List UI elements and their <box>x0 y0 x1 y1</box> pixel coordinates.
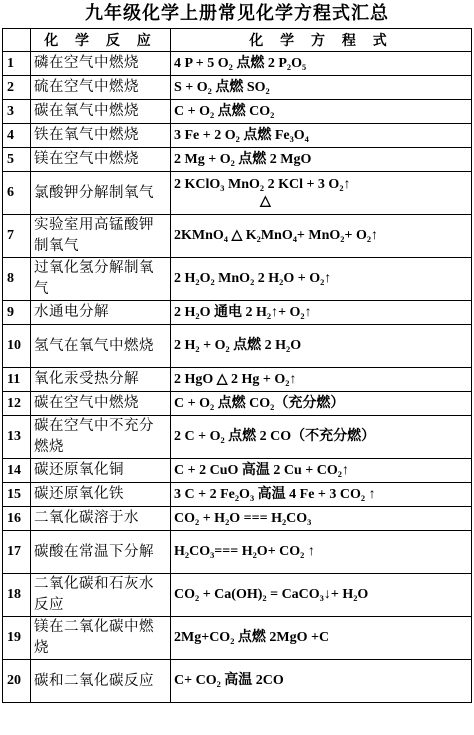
table-row <box>3 660 472 703</box>
equation-text: S + O₂ 点燃 SO₂ <box>174 79 270 95</box>
row-number: 16 <box>3 507 31 531</box>
reaction-name: 碳酸在常温下分解 <box>31 531 171 574</box>
chemical-equation <box>171 148 472 172</box>
header-equation: 化 学 方 程 式 <box>171 29 472 52</box>
chemical-equation <box>171 368 472 392</box>
reaction-name: 氯酸钾分解制氧气 <box>31 172 171 215</box>
chemical-equation <box>171 416 472 459</box>
equation-text: 3 Fe + 2 O₂ 点燃 Fe₃O₄ <box>174 127 309 143</box>
equation-text: C + O₂ 点燃 CO₂（充分燃） <box>174 395 345 411</box>
row-number: 19 <box>3 617 31 660</box>
table-row <box>3 483 472 507</box>
equation-text: H₂CO₃=== H₂O+ CO₂ ↑ <box>174 544 315 559</box>
row-number: 6 <box>3 172 31 215</box>
chemical-equation <box>171 301 472 325</box>
row-number: 1 <box>3 52 31 76</box>
table-row <box>3 124 472 148</box>
chemical-equation <box>171 52 472 76</box>
equation-text: CO₂ + Ca(OH)₂ = CaCO₃↓+ H₂O <box>174 587 369 602</box>
reaction-name: 硫在空气中燃烧 <box>31 76 171 100</box>
table-row <box>3 531 472 574</box>
table-row <box>3 301 472 325</box>
page-title: 九年级化学上册常见化学方程式汇总 <box>85 3 389 24</box>
table-row <box>3 148 472 172</box>
chemical-equation <box>171 507 472 531</box>
table-header-row <box>3 29 472 52</box>
equation-text: C+ CO₂ 高温 2CO <box>174 673 284 688</box>
chemical-equation <box>171 459 472 483</box>
reaction-name: 碳在空气中燃烧 <box>31 392 171 416</box>
table-row <box>3 258 472 301</box>
equation-text: CO₂ + H₂O === H₂CO₃ <box>174 510 312 526</box>
table-row <box>3 392 472 416</box>
row-number: 5 <box>3 148 31 172</box>
equation-text: C + O₂ 点燃 CO₂ <box>174 103 275 119</box>
chemical-equation <box>171 76 472 100</box>
chemical-equation <box>171 258 472 301</box>
row-number: 10 <box>3 325 31 368</box>
table-row <box>3 100 472 124</box>
reaction-name: 二氧化碳和石灰水反应 <box>31 574 171 617</box>
chemical-equation <box>171 574 472 617</box>
row-number: 18 <box>3 574 31 617</box>
row-number: 14 <box>3 459 31 483</box>
table-row <box>3 459 472 483</box>
reaction-name: 氧化汞受热分解 <box>31 368 171 392</box>
row-number: 7 <box>3 215 31 258</box>
reaction-name: 铁在氧气中燃烧 <box>31 124 171 148</box>
chemical-equation <box>171 531 472 574</box>
chemical-equation <box>171 617 472 660</box>
row-number: 11 <box>3 368 31 392</box>
chemical-equation <box>171 325 472 368</box>
table-row <box>3 574 472 617</box>
chemical-equation <box>171 215 472 258</box>
reaction-name: 镁在空气中燃烧 <box>31 148 171 172</box>
table-row <box>3 172 472 215</box>
reaction-name: 实验室用高锰酸钾制氧气 <box>31 215 171 258</box>
equation-text: 2 H₂O₂ MnO₂ 2 H₂O + O₂↑ <box>174 271 332 286</box>
equation-table <box>2 28 472 703</box>
row-number: 2 <box>3 76 31 100</box>
equation-text: 2 C + O₂ 点燃 2 CO（不充分燃） <box>174 429 376 444</box>
table-row <box>3 325 472 368</box>
table-row <box>3 215 472 258</box>
equation-text: 2 H₂ + O₂ 点燃 2 H₂O <box>174 338 302 353</box>
reaction-name: 碳在空气中不充分燃烧 <box>31 416 171 459</box>
header-number <box>3 29 31 52</box>
row-number: 3 <box>3 100 31 124</box>
row-number: 12 <box>3 392 31 416</box>
equation-text: 2 H₂O 通电 2 H₂↑+ O₂↑ <box>174 304 312 320</box>
table-row <box>3 368 472 392</box>
chemical-equation <box>171 124 472 148</box>
row-number: 9 <box>3 301 31 325</box>
table-row <box>3 617 472 660</box>
table-row <box>3 416 472 459</box>
table-row <box>3 507 472 531</box>
row-number: 13 <box>3 416 31 459</box>
equation-text: 2 HgO △ 2 Hg + O₂↑ <box>174 371 297 387</box>
reaction-name: 水通电分解 <box>31 301 171 325</box>
chemical-equation <box>171 392 472 416</box>
equation-text: 2Mg+CO₂ 点燃 2MgO +C <box>174 630 330 645</box>
chemical-equation <box>171 100 472 124</box>
table-row <box>3 52 472 76</box>
reaction-name: 镁在二氧化碳中燃烧 <box>31 617 171 660</box>
header-reaction: 化 学 反 应 <box>31 29 171 52</box>
equation-text: 3 C + 2 Fe₂O₃ 高温 4 Fe + 3 CO₂ ↑ <box>174 486 376 502</box>
row-number: 8 <box>3 258 31 301</box>
reaction-name: 二氧化碳溶于水 <box>31 507 171 531</box>
chemical-equation <box>171 172 472 215</box>
reaction-name: 过氧化氢分解制氧气 <box>31 258 171 301</box>
row-number: 20 <box>3 660 31 703</box>
equation-text: 2 KClO₃ MnO₂ 2 KCl + 3 O₂↑ <box>174 177 351 192</box>
reaction-name: 碳还原氧化铁 <box>31 483 171 507</box>
equation-text: 4 P + 5 O₂ 点燃 2 P₂O₅ <box>174 55 307 71</box>
equation-text: 2KMnO₄ △ K₂MnO₄+ MnO₂+ O₂↑ <box>174 228 379 243</box>
row-number: 4 <box>3 124 31 148</box>
chemical-equation <box>171 660 472 703</box>
equation-text: 2 Mg + O₂ 点燃 2 MgO <box>174 151 312 167</box>
heat-condition: △ <box>260 194 271 209</box>
row-number: 17 <box>3 531 31 574</box>
equation-text: C + 2 CuO 高温 2 Cu + CO₂↑ <box>174 462 349 478</box>
row-number: 15 <box>3 483 31 507</box>
reaction-name: 碳还原氧化铜 <box>31 459 171 483</box>
table-row <box>3 76 472 100</box>
reaction-name: 氢气在氧气中燃烧 <box>31 325 171 368</box>
reaction-name: 碳和二氧化碳反应 <box>31 660 171 703</box>
reaction-name: 磷在空气中燃烧 <box>31 52 171 76</box>
reaction-name: 碳在氧气中燃烧 <box>31 100 171 124</box>
chemical-equation <box>171 483 472 507</box>
